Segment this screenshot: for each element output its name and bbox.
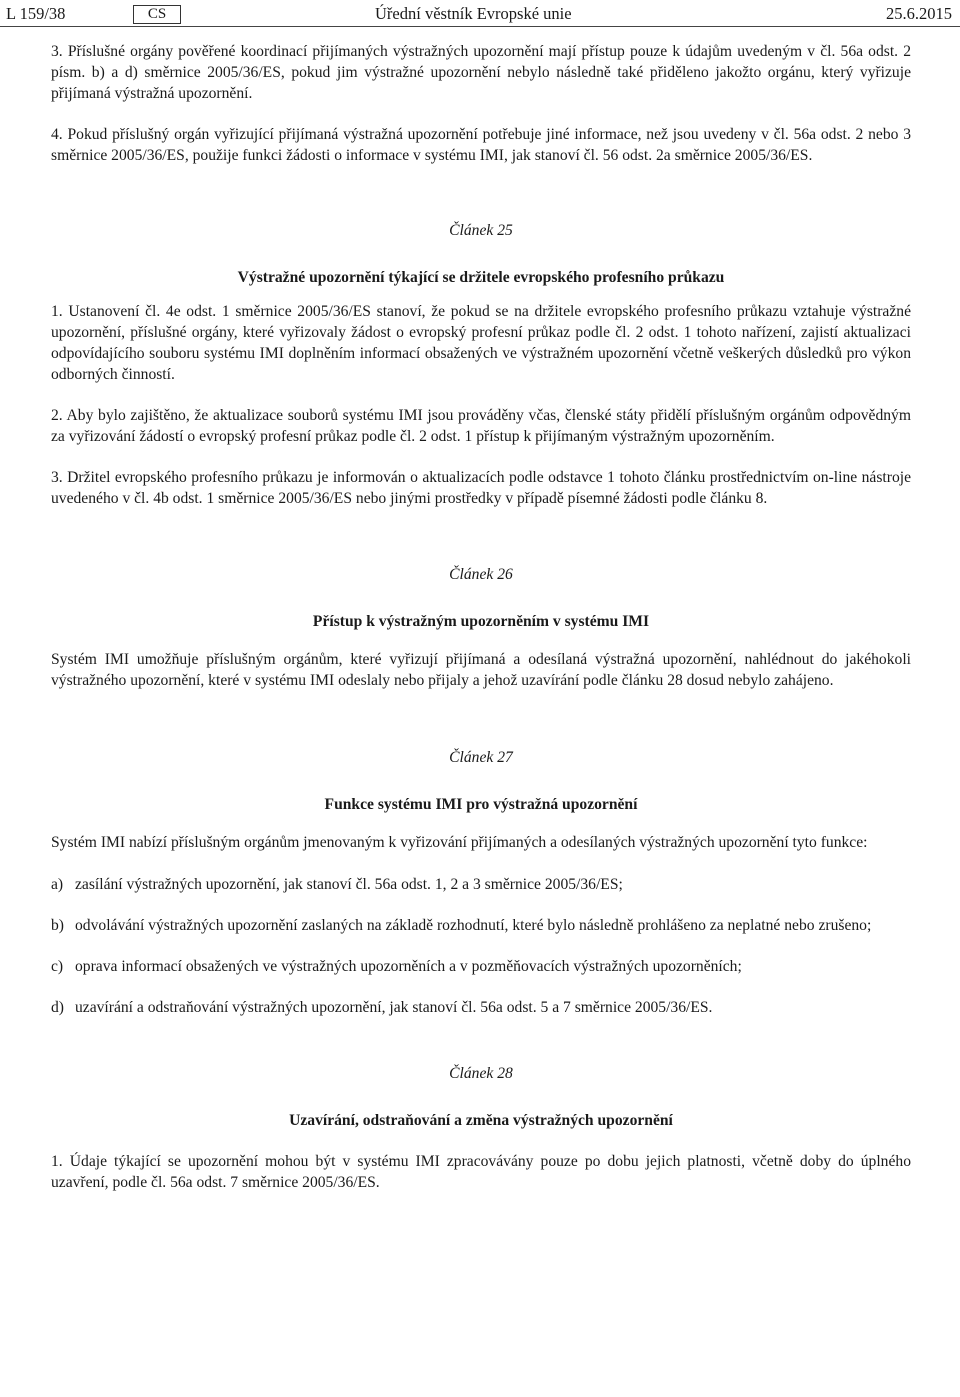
document-body	[51, 41, 911, 1193]
list-item-label: d)	[51, 999, 64, 1016]
list-item-text: odvolávání výstražných upozornění zaslaných na základě rozhodnutí, které bylo následně prohlášeno za neplatné nebo zrušeno;	[75, 917, 872, 934]
article-25-title: Výstražné upozornění týkající se držitele evropského profesního průkazu	[237, 269, 725, 286]
list-item-label: b)	[51, 917, 64, 934]
list-item-label: c)	[51, 958, 64, 975]
list-item-text: oprava informací obsažených ve výstražných upozorněních a v pozměňovacích výstražných upozorněních;	[75, 958, 742, 975]
paragraph-4: 4. Pokud příslušný orgán vyřizující přijímaná výstražná upozornění potřebuje jiné informace, než jsou uvedeny v čl. 56a odst. 2 nebo 3 směrnice 2005/36/ES, použije funkci žádosti o informace v systému IMI, jak stanoví čl. 56 odst. 2a směrnice 2005/36/ES.	[51, 126, 911, 164]
article-26-title: Přístup k výstražným upozorněním v systému IMI	[312, 613, 650, 630]
page-number: L 159/38	[6, 4, 66, 23]
article-27-intro: Systém IMI nabízí příslušným orgánům jmenovaným k vyřizování přijímaných a odesílaných výstražných upozornění tyto funkce:	[51, 834, 868, 851]
article-28-title: Uzavírání, odstraňování a změna výstražných upozornění	[289, 1112, 673, 1129]
article-28-paragraph-1: 1. Údaje týkající se upozornění mohou být v systému IMI zpracovávány pouze po dobu jejich platnosti, včetně doby do úplného uzavření, podle čl. 56a odst. 7 směrnice 2005/36/ES.	[51, 1153, 911, 1191]
list-item	[51, 997, 911, 1018]
article-27-number: Článek 27	[449, 749, 513, 766]
list-item	[51, 956, 911, 977]
list-item-text: zasílání výstražných upozornění, jak stanoví čl. 56a odst. 1, 2 a 3 směrnice 2005/36/ES;	[75, 876, 623, 893]
paragraph-3: 3. Příslušné orgány pověřené koordinací přijímaných výstražných upozornění mají přístup pouze k údajům uvedeným v čl. 56a odst. 2 písm. b) a d) směrnice 2005/36/ES, pokud jim výstražné upozornění nebylo následně také přiděleno jakožto orgánu, který vyřizuje přijímaná výstražná upozornění.	[51, 43, 911, 102]
article-26-number: Článek 26	[449, 566, 513, 583]
article-27-title: Funkce systému IMI pro výstražná upozornění	[324, 796, 638, 813]
journal-title: Úřední věstník Evropské unie	[375, 4, 572, 23]
article-28-number: Článek 28	[449, 1065, 513, 1082]
publication-date: 25.6.2015	[886, 4, 952, 23]
article-25-paragraph-2: 2. Aby bylo zajištěno, že aktualizace souborů systému IMI jsou prováděny včas, členské státy přidělí příslušným orgánům odpovědným za vyřizování žádostí o evropský profesní průkaz podle čl. 2 odst. 1 přístup k přijímaným výstražným upozorněním.	[51, 407, 911, 445]
article-26-text: Systém IMI umožňuje příslušným orgánům, které vyřizují přijímaná a odesílaná výstražná upozornění, nahlédnout do jakéhokoli výstražného upozornění, které v systému IMI odeslaly nebo přijaly a jehož uzavírání podle článku 28 dosud nebylo zahájeno.	[51, 651, 911, 689]
article-25-number: Článek 25	[449, 222, 513, 239]
article-25-paragraph-1: 1. Ustanovení čl. 4e odst. 1 směrnice 2005/36/ES stanoví, že pokud se na držitele evropského profesního průkazu vztahuje výstražné upozornění, příslušné orgány, které vyřizovaly žádost o evropský profesní průkaz podle čl. 2 odst. 1 tohoto nařízení, zajistí aktualizaci odpovídajícího souboru systému IMI doplněním informací obsažených ve výstražném upozornění včetně veškerých důsledků pro výkon odborných činností.	[51, 303, 911, 383]
list-item	[51, 915, 911, 936]
article-25-paragraph-3: 3. Držitel evropského profesního průkazu je informován o aktualizacích podle odstavce 1 tohoto článku prostřednictvím on-line nástroje uvedeného v čl. 4b odst. 1 směrnice 2005/36/ES nebo jinými prostředky v případě písemné žádosti podle článku 8.	[51, 469, 911, 507]
language-badge: CS	[133, 5, 181, 24]
list-item-label: a)	[51, 876, 64, 893]
list-item-text: uzavírání a odstraňování výstražných upozornění, jak stanoví čl. 56a odst. 5 a 7 směrnice 2005/36/ES.	[75, 999, 713, 1016]
list-item	[51, 874, 911, 895]
header-rule	[0, 26, 960, 27]
page-header	[0, 2, 960, 24]
